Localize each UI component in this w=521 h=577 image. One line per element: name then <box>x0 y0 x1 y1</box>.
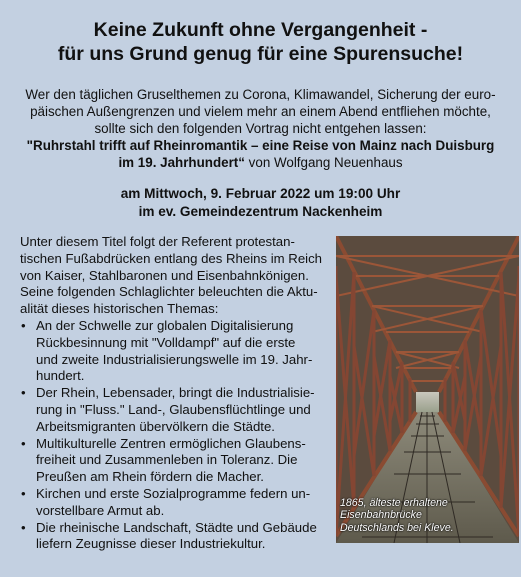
bullet-item <box>20 385 322 435</box>
intro-line-1: Wer den täglichen Gruselthemen zu Corona, Klimawandel, Sicherung der euro- <box>25 87 496 102</box>
body-intro-line: von Kaiser, Stahlbaronen und Eisenbahnkönigen. <box>20 267 309 283</box>
bullet-item <box>20 520 322 554</box>
bullet-line: • Der Rhein, Lebensader, bringt die Industrialisie- <box>36 385 315 401</box>
talk-title-line-1: "Ruhrstahl trifft auf Rheinromantik – eine Reise von Mainz nach Duisburg <box>26 138 495 153</box>
intro-paragraph <box>14 86 507 171</box>
bullet-line: • Die rheinische Landschaft, Städte und Gebäude <box>36 519 317 535</box>
body-intro <box>20 234 322 318</box>
bullet-line: und zweite Industrialisierungswelle im 19. Jahr- <box>36 351 313 367</box>
bullet-line: Arbeitsmigranten übervölkern die Städte. <box>36 418 275 434</box>
bullet-line: hundert. <box>36 368 85 384</box>
bullet-line: • Kirchen und erste Sozialprogramme federn un- <box>36 485 311 501</box>
body-text <box>20 234 322 553</box>
bullet-line: rung in "Fluss." Land-, Glaubensflüchtlinge und <box>36 401 311 417</box>
bullet-line: • An der Schwelle zur globalen Digitalisierung <box>36 317 294 333</box>
caption-line-2: Deutschlands bei Kleve. <box>340 521 454 534</box>
body-intro-line: Unter diesem Titel folgt der Referent protestan- <box>20 234 295 249</box>
bullet-line: vorstellbare Armut ab. <box>36 502 165 518</box>
bullet-line: freiheit und Zusammenleben in Toleranz. Die <box>36 452 298 468</box>
talk-title-line-2 <box>14 154 507 171</box>
body-intro-line: tischen Fußabdrücken entlang des Rheins im Reich <box>20 250 323 266</box>
headline-line-1: Keine Zukunft ohne Vergangenheit - <box>93 19 428 41</box>
railway-bridge-photo <box>336 236 519 543</box>
bullet-line: Preußen am Rhein fördern die Macher. <box>36 469 264 485</box>
bullet-list <box>20 318 322 553</box>
bullet-line: • Multikulturelle Zentren ermöglichen Glaubens- <box>36 435 306 451</box>
headline <box>0 18 521 66</box>
bullet-line: liefern Zeugnisse dieser Industriekultur. <box>36 536 266 552</box>
caption-line-1: 1865, älteste erhaltene Eisenbahnbrücke <box>340 496 448 521</box>
talk-author: von Wolfgang Neuenhaus <box>244 155 403 170</box>
event-info <box>0 185 521 221</box>
intro-line-2: päischen Außengrenzen und vielem mehr an einem Abend entfliehen möchte, <box>30 104 491 119</box>
talk-title-end: im 19. Jahrhundert“ <box>118 155 245 170</box>
body-intro-line: alität dieses historischen Themas: <box>20 301 219 317</box>
headline-line-2: für uns Grund genug für eine Spurensuche! <box>57 43 464 65</box>
photo-caption <box>340 497 519 535</box>
bullet-item <box>20 436 322 486</box>
bullet-item <box>20 318 322 385</box>
bullet-item <box>20 486 322 520</box>
bullet-line: Rückbesinnung mit "Volldampf" auf die erste <box>36 334 296 350</box>
body-intro-line: Seine folgenden Schlaglichter beleuchten die Aktu- <box>20 284 318 300</box>
intro-line-3: sollte sich den folgenden Vortrag nicht entgehen lassen: <box>94 121 427 136</box>
event-place: im ev. Gemeindezentrum Nackenheim <box>138 204 383 219</box>
event-date: am Mittwoch, 9. Februar 2022 um 19:00 Uhr <box>120 186 401 201</box>
